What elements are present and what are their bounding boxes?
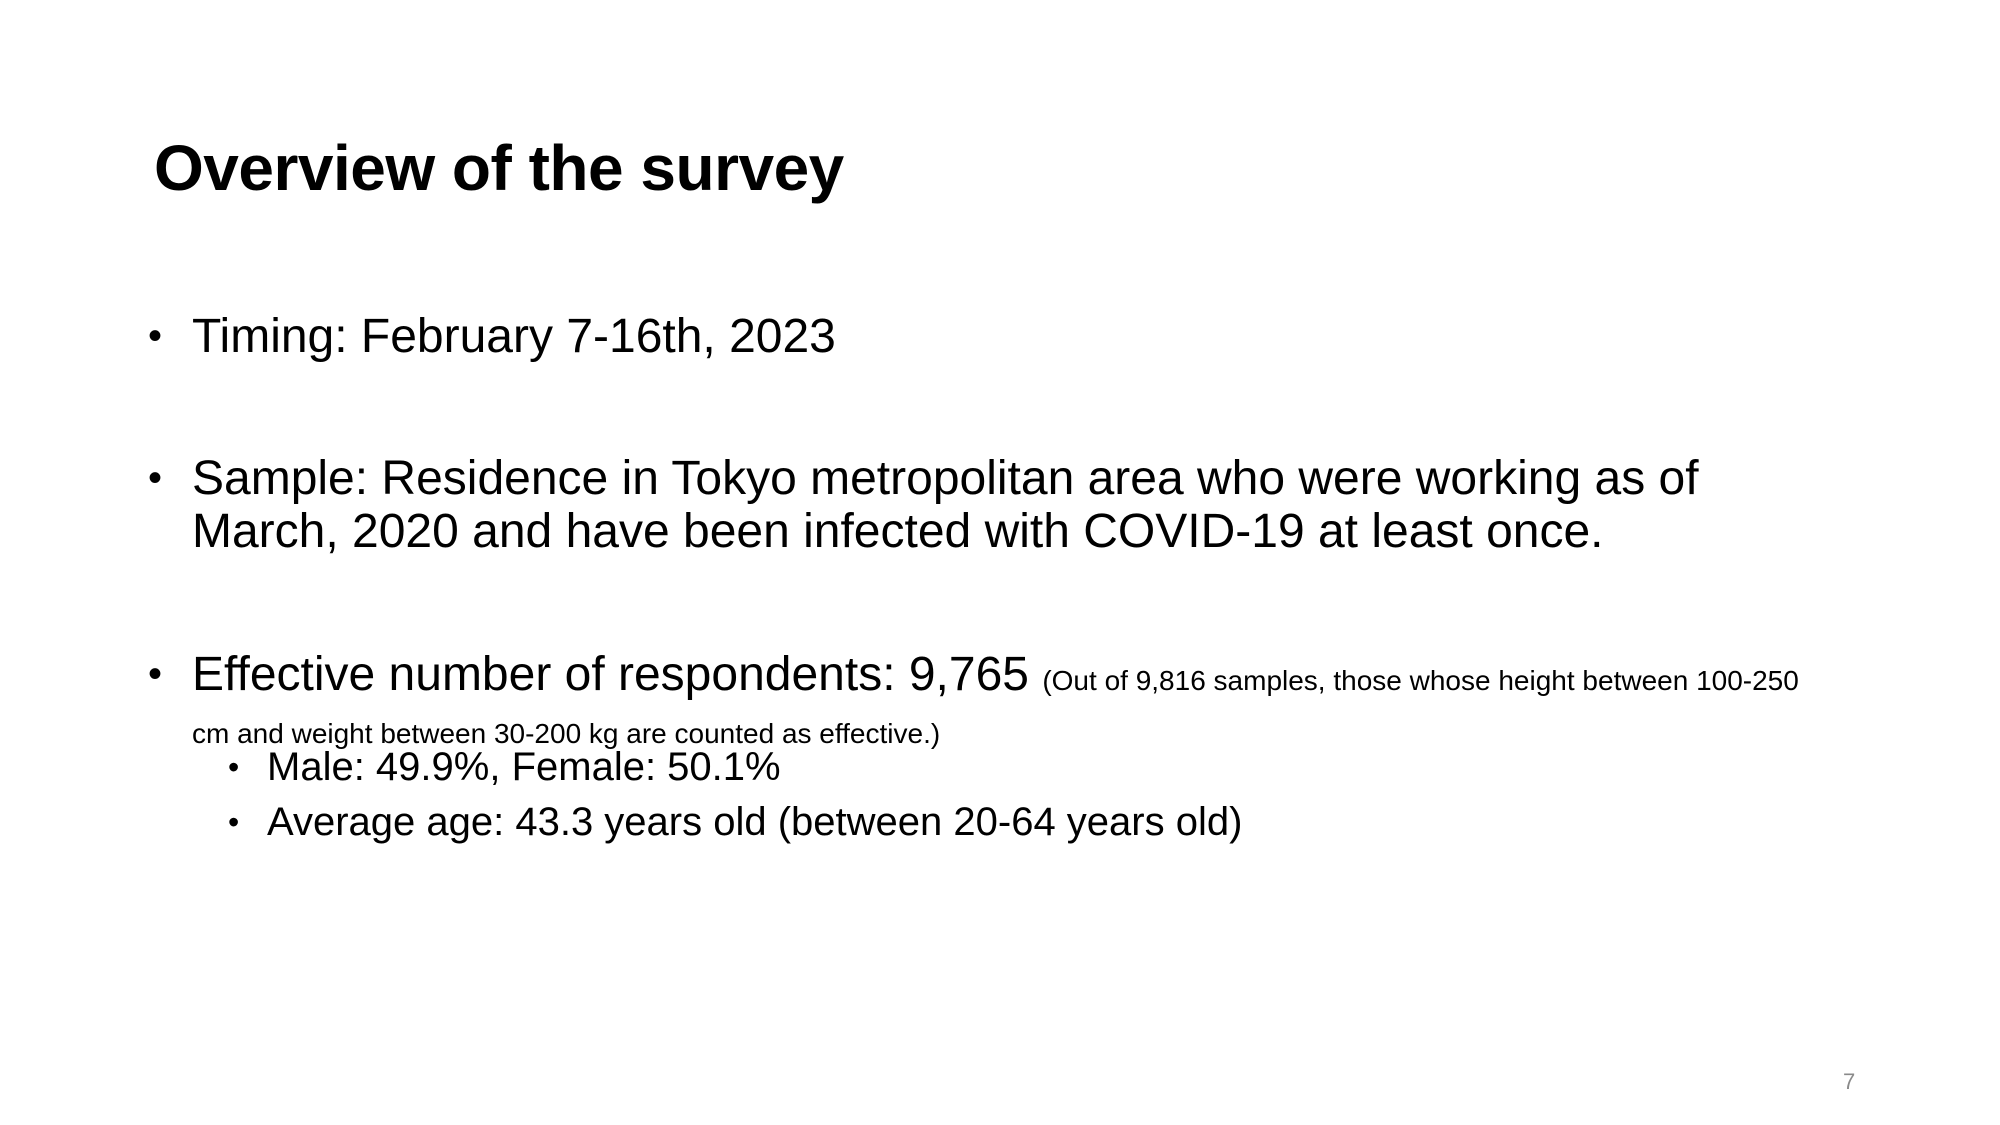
bullet-symbol: • [148, 314, 163, 358]
sub-bullet-symbol: • [228, 749, 240, 785]
timing-text: Timing: February 7-16th, 2023 [192, 310, 836, 363]
sub-bullet-age [228, 797, 1242, 847]
bullet-symbol: • [148, 456, 163, 500]
sub-bullet-gender [228, 742, 781, 792]
bullet-sample [148, 452, 1848, 558]
respondents-note: (Out of 9,816 samples, those whose height between 100-250 cm and weight between 30-200 kg are counted as effective.) [192, 665, 1799, 749]
bullet-timing [148, 310, 1848, 363]
page-number: 7 [1843, 1069, 1856, 1094]
gender-text: Male: 49.9%, Female: 50.1% [267, 745, 781, 789]
age-text: Average age: 43.3 years old (between 20-64 years old) [267, 800, 1243, 844]
slide-title: Overview of the survey [154, 132, 844, 204]
sub-bullet-symbol: • [228, 804, 240, 840]
sample-text: Sample: Residence in Tokyo metropolitan area who were working as of March, 2020 and have been infected with COVID-19 at least once. [192, 452, 1699, 558]
bullet-respondents [148, 648, 1848, 754]
bullet-symbol: • [148, 652, 163, 696]
respondents-text-block [192, 648, 1832, 754]
respondents-text: Effective number of respondents: 9,765 [192, 648, 1029, 701]
